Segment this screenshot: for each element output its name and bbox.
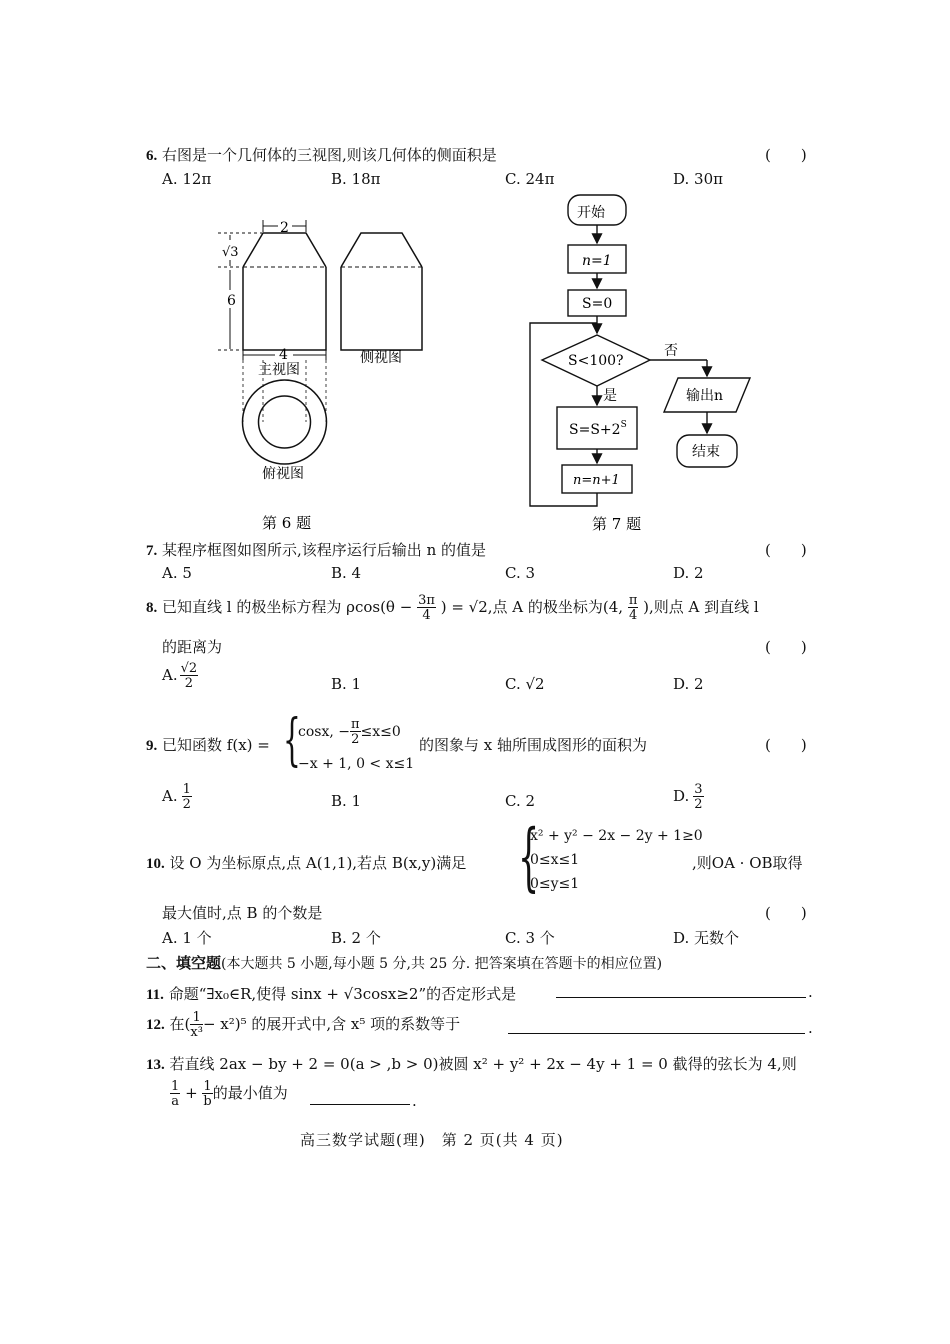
top-view-label: 俯视图	[262, 466, 304, 482]
q8-option-d: D. 2	[673, 675, 704, 693]
q6-stem	[146, 144, 497, 165]
side-view	[341, 233, 422, 350]
q10-case-2: 0≤x≤1	[530, 852, 580, 868]
q6-text: 右图是一个几何体的三视图,则该几何体的侧面积是	[162, 146, 497, 164]
q7-option-a: A. 5	[162, 564, 192, 582]
q13-line2: $\frac{1}{a}$ + $\frac{1}{b}$ 的最小值为	[171, 1079, 288, 1109]
q6-number: 6.	[146, 148, 158, 164]
figure6-caption: 第 6 题	[262, 514, 312, 532]
q9-option-c: C. 2	[505, 792, 536, 810]
dim-bottom-label: 4	[279, 347, 288, 363]
q6-option-b: B. 18π	[331, 170, 381, 188]
q7-option-c: C. 3	[505, 564, 536, 582]
q9-text-b: 的图象与 x 轴所围成图形的面积为	[419, 736, 647, 754]
q8-text-b: ) = √2,点 A 的极坐标为(4,	[440, 598, 624, 616]
q9-stem	[146, 734, 270, 755]
dim-left-mid-label: 6	[227, 293, 236, 309]
q10-case-3: 0≤y≤1	[530, 876, 580, 892]
q12-fraction: $\frac{1}{\text{x³}}$	[190, 1010, 203, 1040]
side-view-label: 侧视图	[360, 350, 402, 366]
q9-number: 9.	[146, 738, 158, 754]
q10-case-1: x² + y² − 2x − 2y + 1≥0	[530, 828, 703, 844]
q13-end: .	[412, 1092, 417, 1110]
q8-text-a: 已知直线 l 的极坐标方程为 ρcos(θ −	[162, 598, 413, 616]
start-label: 开始	[577, 205, 605, 221]
q6-option-d: D. 30π	[673, 170, 723, 188]
q12-text: − x²)⁵ 的展开式中,含 x⁵ 项的系数等于	[202, 1015, 461, 1033]
q13-answer-blank[interactable]	[310, 1090, 410, 1105]
output-label: 输出n	[686, 388, 724, 404]
flowchart-figure	[520, 190, 760, 535]
q11-text: 命题“∃x₀∈R,使得 sinx + √3cosx≥2”的否定形式是	[168, 985, 517, 1003]
q10-text-b: ,则OA · OB取得	[692, 854, 803, 872]
q10-line2: 最大值时,点 B 的个数是	[162, 904, 323, 922]
q12-answer-blank[interactable]	[508, 1019, 805, 1034]
q9-case-1: cosx, − $\frac{\pi}{2}$ ≤x≤0	[298, 717, 401, 747]
q9-answer-paren: ( )	[765, 736, 807, 754]
q11-end: .	[808, 983, 813, 1001]
dim-left-top-label: √3	[222, 245, 239, 260]
top-view	[243, 380, 327, 464]
yes-label: 是	[603, 388, 617, 404]
q8-text-c: ),则点 A 到直线 l	[643, 598, 759, 616]
section2-desc: (本大题共 5 小题,每小题 5 分,共 25 分. 把答案填在答题卡的相应位置)	[221, 956, 663, 972]
q9-case-2: −x + 1, 0 < x≤1	[298, 756, 415, 772]
q9-brace: {	[283, 708, 301, 773]
q9-option-a: A. $\frac{1}{2}$	[162, 782, 191, 812]
q9-text-a: 已知函数 f(x) =	[162, 736, 270, 754]
q10-brace: {	[518, 814, 540, 900]
q12-stem: 12. 在( $\frac{1}{\text{x³}}$ − x²)⁵ 的展开式中,含 x⁵ 项的系数等于	[146, 1010, 461, 1040]
q7-number: 7.	[146, 543, 158, 559]
q12-end: .	[808, 1019, 813, 1037]
q11-stem	[146, 983, 516, 1004]
q9-option-d: D. $\frac{3}{2}$	[673, 782, 703, 812]
front-view	[243, 233, 326, 350]
front-view-label: 主视图	[258, 362, 300, 378]
q8-option-b: B. 1	[331, 675, 362, 693]
q11-answer-blank[interactable]	[556, 983, 806, 998]
q13-stem	[146, 1053, 797, 1074]
q7-option-b: B. 4	[331, 564, 362, 582]
q8-answer-paren: ( )	[765, 638, 807, 656]
q8-fraction-2: $\frac{\pi}{4}$	[628, 593, 638, 623]
q9-option-b: B. 1	[331, 792, 362, 810]
section2-title: 二、填空题	[146, 954, 222, 972]
three-view-figure	[200, 210, 440, 535]
q7-text: 某程序框图如图所示,该程序运行后输出 n 的值是	[162, 541, 486, 559]
s-init-label: S=0	[582, 296, 613, 312]
q8-stem	[146, 594, 759, 622]
q8-line2: 的距离为	[162, 638, 223, 656]
q10-answer-paren: ( )	[765, 904, 807, 922]
section2-header	[146, 952, 662, 973]
q7-answer-paren: ( )	[765, 541, 807, 559]
q8-number: 8.	[146, 600, 158, 616]
q10-number: 10.	[146, 856, 165, 872]
q7-option-d: D. 2	[673, 564, 704, 582]
end-label: 结束	[692, 444, 720, 460]
q8-option-c: C. √2	[505, 675, 545, 693]
update-s-label: $S=S+2^S$	[569, 420, 627, 438]
q13-number: 13.	[146, 1057, 165, 1073]
q10-text-a: 设 O 为坐标原点,点 A(1,1),若点 B(x,y)满足	[169, 854, 467, 872]
dim-top-label: 2	[280, 220, 289, 236]
q10-option-b: B. 2 个	[331, 929, 381, 947]
condition-label: S<100?	[568, 353, 624, 369]
no-label: 否	[664, 343, 678, 359]
q6-option-a: A. 12π	[162, 170, 212, 188]
update-n-label: n=n+1	[573, 473, 620, 488]
n-init-label: n=1	[582, 253, 612, 269]
q8-option-a: A. $\frac{√2}{2}$	[162, 661, 198, 691]
q6-option-c: C. 24π	[505, 170, 555, 188]
q10-stem	[146, 852, 466, 873]
q13-text: 若直线 2ax − by + 2 = 0(a > ,b > 0)被圆 x² + y² + 2x − 4y + 1 = 0 截得的弦长为 4,则	[169, 1055, 797, 1073]
figure7-caption: 第 7 题	[592, 515, 642, 533]
q7-stem	[146, 539, 486, 560]
q10-option-a: A. 1 个	[162, 929, 212, 947]
q11-number: 11.	[146, 987, 164, 1003]
page-footer: 高三数学试题(理) 第 2 页(共 4 页)	[300, 1131, 564, 1149]
q10-option-c: C. 3 个	[505, 929, 555, 947]
q6-answer-paren: ( )	[765, 146, 807, 164]
q10-option-d: D. 无数个	[673, 929, 740, 947]
q8-fraction-1: $\frac{3\pi}{4}$	[418, 593, 435, 623]
q12-number: 12.	[146, 1017, 165, 1033]
